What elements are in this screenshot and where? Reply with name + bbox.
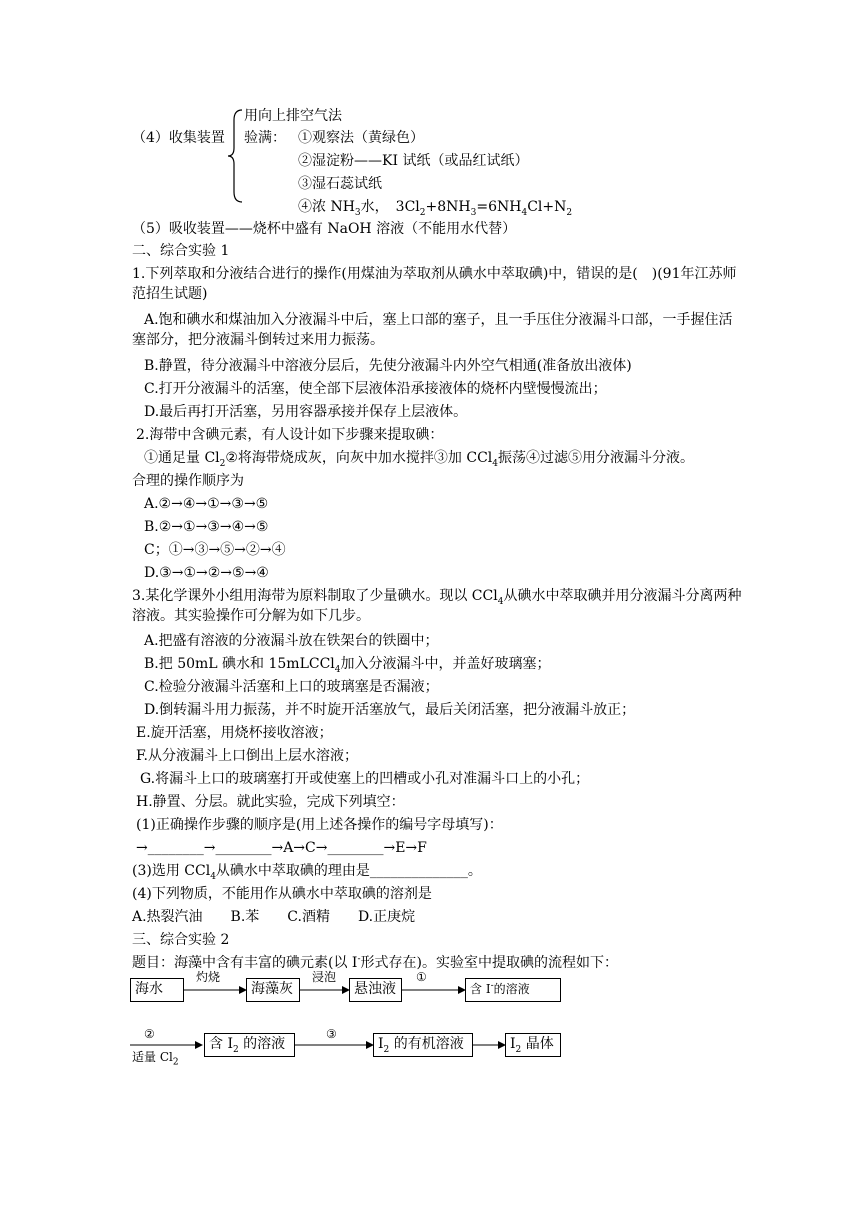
q1-option-c: C.打开分液漏斗的活塞，使全部下层液体沿承接液体的烧杯内壁慢慢流出； [144,381,607,397]
collect-check-3: ③湿石蕊试纸 [298,176,382,192]
q2-steps: ①通足量 $Cl_2②$将海带烧成灰，向灰中加水搅拌③加 CCl$_4$振荡④过滤⑤用分液漏斗分液。 [144,450,695,469]
flow-box-iodide-solution: 含 I-的溶液 [465,978,561,1002]
flow-label-step-2: ② [144,1027,155,1041]
flow-label-burn: 灼烧 [196,970,221,984]
q3-step-e: E.旋开活塞，用烧杯接收溶液； [136,725,333,741]
flow-box-organic-solution: $I_2$ 的有机溶液 [373,1033,473,1057]
section-3-heading: 三、综合实验 2 [132,932,230,948]
q2-option-d: D.③→①→②→⑤→④ [144,565,269,581]
absorb-line: （5）吸收装置——烧杯中盛有 NaOH 溶液（不能用水代替） [132,221,517,237]
q3-sub-1: (1)正确操作步骤的顺序是(用上述各操作的编号字母填写)： [136,817,503,833]
q3-step-d: D.倒转漏斗用力振荡，并不时旋开活塞放气，最后关闭活塞，把分液漏斗放正； [144,702,636,718]
flow-box-seaweed-ash: 海藻灰 [246,978,300,1002]
q1-option-d: D.最后再打开活塞，另用容器承接并保存上层液体。 [144,404,468,420]
q3-step-h: H.静置、分层。就此实验，完成下列填空： [136,794,405,810]
q2-option-a: A.②→④→①→③→⑤ [144,496,269,512]
q1-stem: 1.下列萃取和分液结合进行的操作(用煤油为萃取剂从碘水中萃取碘)中，错误的是( )(91年江苏师范招生试题) [132,266,737,302]
q2-option-b: B.②→①→③→④→⑤ [144,519,269,535]
flow-box-iodine-crystal: $I_2$ 晶体 [505,1033,561,1057]
flow-label-chlorine: 适量 $Cl_2$ [132,1050,179,1068]
q3-sub-1-sequence: →________→________→A→C→________→E→F [136,840,427,856]
flow-box-suspension: 悬浊液 [349,978,402,1002]
collect-check-1: ①观察法（黄绿色） [298,130,424,146]
q2-question: 合理的操作顺序为 [132,473,244,489]
q3-step-f: F.从分液漏斗上口倒出上层水溶液； [136,748,358,764]
q1-option-b: B.静置，待分液漏斗中溶液分层后，先使分液漏斗内外空气相通(准备放出液体) [144,358,632,374]
flow-box-iodine-solution: 含 $I_2$ 的溶液 [204,1033,295,1057]
collect-check-label: 验满： [244,130,286,146]
q2-stem: 2.海带中含碘元素，有人设计如下步骤来提取碘： [136,427,444,443]
q4-stem: 题目：海藻中含有丰富的碘元素(以 I-形式存在)。实验室中提取碘的流程如下： [132,954,618,971]
q3-sub-4: (4)下列物质，不能用作从碘水中萃取碘的溶剂是 [132,886,432,902]
flow-label-soak: 浸泡 [312,970,337,984]
q3-step-b: B.把 50mL 碘水和 15mLCCl$_4$加入分液漏斗中，并盖好玻璃塞； [144,656,551,675]
q3-step-c: C.检验分液漏斗活塞和上口的玻璃塞是否漏液； [144,679,439,695]
q3-stem: 3.某化学课外小组用海带为原料制取了少量碘水。现以 CCl$_4$从碘水中萃取碘并用分液漏斗分离两种溶液。其实验操作可分解为如下几步。 [132,588,742,624]
q3-sub-4-options: A.热裂汽油 B.苯 C.酒精 D.正庚烷 [132,909,416,925]
q3-sub-3: (3)选用 CCl$_4$从碘水中萃取碘的理由是______________。 [132,863,482,882]
flow-box-seawater: 海水 [130,978,184,1002]
flow-label-step-3: ③ [326,1027,337,1041]
q1-option-a: A.饱和碘水和煤油加入分液漏斗中后，塞上口部的塞子，且一手压住分液漏斗口部，一手握住活塞部分，把分液漏斗倒转过来用力振荡。 [132,312,733,348]
q2-option-c: C；①→③→⑤→②→④ [144,542,286,558]
collect-method: 用向上排空气法 [244,108,342,124]
flow-label-step-1: ① [416,970,427,984]
collect-check-2: ②湿淀粉——KI 试纸（或品红试纸） [298,153,529,169]
q3-step-a: A.把盛有溶液的分液漏斗放在铁架台的铁圈中； [144,633,439,649]
collect-label: （4）收集装置 [132,130,225,146]
curly-brace-icon [226,108,246,204]
collect-check-4: ④浓 $NH_3$水， $3Cl_2+8NH_3=6NH_4Cl+N_2$ [298,199,573,218]
section-2-heading: 二、综合实验 1 [132,243,230,259]
q3-step-g: G.将漏斗上口的玻璃塞打开或使塞上的凹槽或小孔对准漏斗口上的小孔； [140,771,590,787]
